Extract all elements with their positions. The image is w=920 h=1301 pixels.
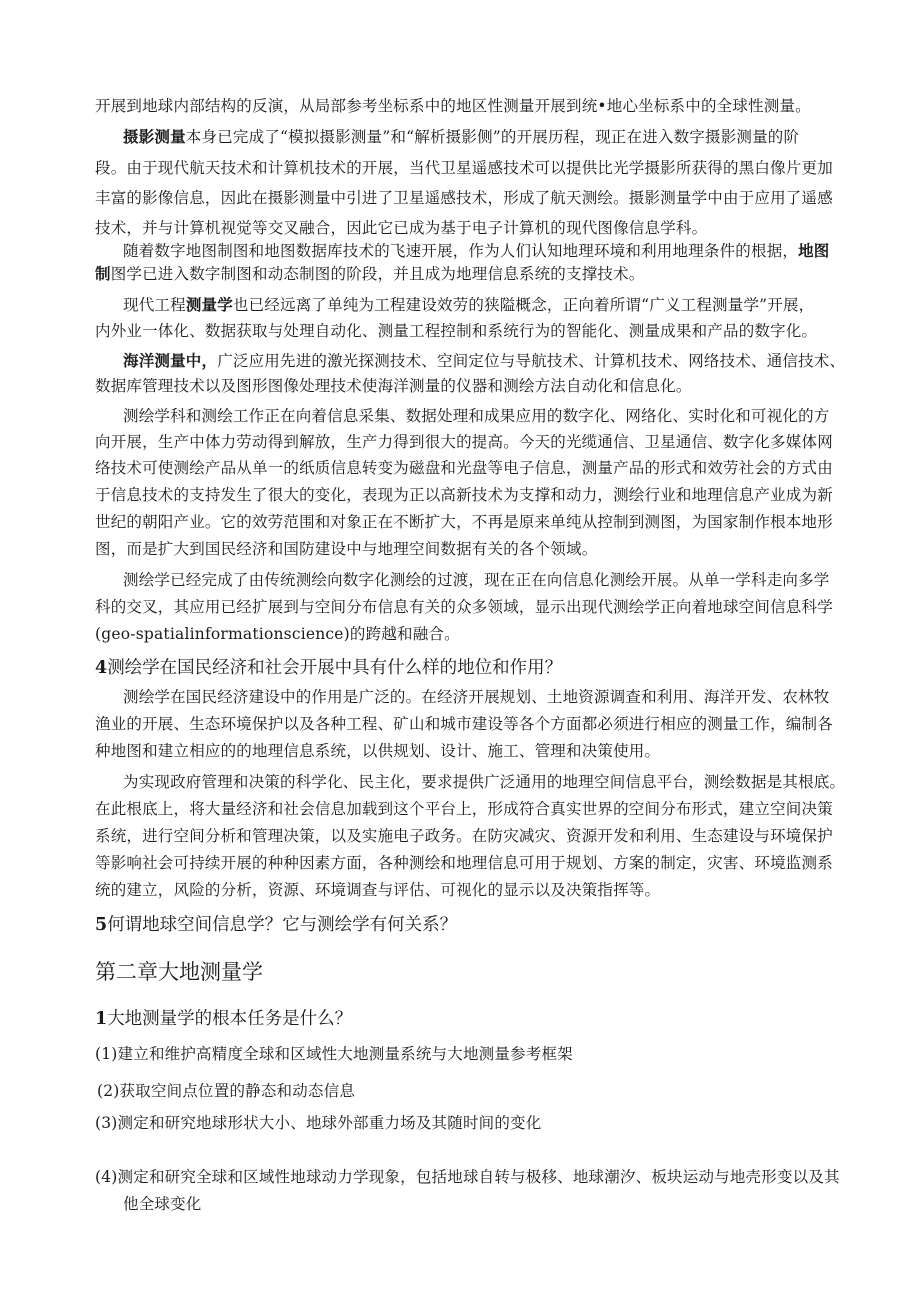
keyword-photogrammetry: 摄影测量 [123,128,186,146]
question-text: 何谓地球空间信息学？它与测绘学有何关系？ [107,915,458,935]
text-run: 现代工程 [123,296,186,314]
paragraph-line: 在此根底上，将大量经济和社会信息加载到这个平台上，形成符合真实世界的空间分布形式，建立空间决策 [95,800,833,818]
paragraph-line: 技术，并与计算机视觉等交叉融合，因此它已成为基于电子计算机的现代图像信息学科。 [95,219,708,237]
paragraph-line: 段。由于现代航天技术和计算机技术的开展，当代卫星遥感技术可以提供比光学摄影所获得的黑白像片更加 [95,159,833,177]
paragraph-line: 络技术可使测绘产品从单一的纸质信息转变为磁盘和光盘等电子信息，测量产品的形式和效劳社会的方式由 [95,459,833,477]
paragraph-line: 渔业的开展、生态环境保护以及各种工程、矿山和城市建设等各个方面都必须进行相应的测量工作，编制各 [95,715,833,733]
photogrammetry-paragraph-line [123,126,799,148]
paragraph-line: 图，而是扩大到国民经济和国防建设中与地理空间数据有关的各个领域。 [95,540,598,558]
paragraph-line: 于信息技术的支持发生了很大的变化，表现为正以高新技术为支撑和动力，测绘行业和地理信息产业成为新 [95,486,833,504]
paragraph-line: 丰富的影像信息，因此在摄影测量中引进了卫星遥感技术，形成了航天测绘。摄影测量学中由于应用了遥感 [95,189,833,207]
keyword-marine-surveying: 海洋测量中， [123,352,218,370]
list-item: (1)建立和维护高精度全球和区域性大地测量系统与大地测量参考框架 [95,1045,573,1063]
question-number: 5 [95,915,108,935]
question-heading-4 [95,656,562,680]
question-text: 大地测量学的根本任务是什么？ [107,1009,353,1029]
question-text: 测绘学在国民经济和社会开展中具有什么样的地位和作用？ [107,658,563,678]
question-heading-5 [95,913,457,937]
paragraph-line: 世纪的朝阳产业。它的效劳范围和对象正在不断扩大，不再是原来单纯从控制到测图，为国家制作根本地形 [95,513,833,531]
paragraph-line: 测绘学在国民经济建设中的作用是广泛的。在经济开展规划、土地资源调查和利用、海洋开发、农林牧 [123,688,830,706]
text-run: 随着数字地图制图和地图数据库技术的飞速开展，作为人们认知地理环境和利用地理条件的根据， [123,242,799,260]
text-run: 本身已完成了“模拟摄影测量”和“解析摄影侧”的开展历程，现正在进入数字摄影测量的阶 [185,128,800,146]
keyword-cartography-b: 制 [95,265,111,283]
paragraph-line: 内外业一体化、数据获取与处理自动化、测量工程控制和系统行为的智能化、测量成果和产品的数字化。 [95,322,818,340]
text-run: 也已经远离了单纯为工程建设效劳的狭隘概念，正向着所谓“广义工程测量学”开展， [232,296,815,314]
paragraph-line: 为实现政府管理和决策的科学化、民主化，要求提供广泛通用的地理空间信息平台，测绘数据是其根底。 [123,773,846,791]
list-item: (3)测定和研究地球形状大小、地球外部重力场及其随时间的变化 [95,1114,542,1132]
list-item-continuation: 他全球变化 [123,1195,202,1213]
paragraph-line: 测绘学已经完成了由传统测绘向数字化测绘的过渡，现在正在向信息化测绘开展。从单一学科走向多学 [123,571,830,589]
list-item: (2)获取空间点位置的静态和动态信息 [97,1082,356,1100]
list-item: (4)测定和研究全球和区域性地球动力学现象，包括地球自转与极移、地球潮汐、板块运动与地壳形变以及其 [95,1168,840,1186]
paragraph-line [95,263,645,285]
marine-paragraph-line [123,350,845,372]
paragraph-line: 向开展，生产中体力劳动得到解放，生产力得到很大的提高。今天的光缆通信、卫星通信、数字化多媒体网 [95,433,833,451]
paragraph-line: 数据库管理技术以及图形图像处理技术使海洋测量的仪器和测绘方法自动化和信息化。 [95,377,692,395]
paragraph-line: 等影响社会可持续开展的种种因素方面，各种测绘和地理信息可用于规划、方案的制定，灾害、环境监测系 [95,854,833,872]
keyword-cartography-a: 地图 [798,242,830,260]
paragraph-line: (geo-spatialinformationscience)的跨越和融合。 [95,625,460,643]
paragraph-line: 测绘学科和测绘工作正在向着信息采集、数据处理和成果应用的数字化、网络化、实时化和可视化的方 [123,407,830,425]
text-run: 广泛应用先进的激光探测技术、空间定位与导航技术、计算机技术、网络技术、通信技术、 [217,352,846,370]
paragraph-line: 科的交叉，其应用已经扩展到与空间分布信息有关的众多领域，显示出现代测绘学正向着地球空间信息科学 [95,598,833,616]
paragraph-line: 系统，进行空间分析和管理决策，以及实施电子政务。在防灾减灾、资源开发和利用、生态建设与环境保护 [95,827,833,845]
paragraph-line: 统的建立，风险的分析，资源、环境调查与评估、可视化的显示以及决策指挥等。 [95,881,661,899]
keyword-engineering-surveying: 测量学 [185,296,233,314]
cartography-paragraph-line [123,240,830,262]
text-run: 图学已进入数字制图和动态制图的阶段，并且成为地理信息系统的支撑技术。 [110,265,645,283]
engineering-paragraph-line [123,294,814,316]
question-number: 4 [95,658,108,678]
question-heading-c2-1 [95,1007,352,1031]
question-number: 1 [95,1009,108,1029]
paragraph-line: 种地图和建立相应的的地理信息系统，以供规划、设计、施工、管理和决策使用。 [95,742,661,760]
paragraph-line: 开展到地球内部结构的反演，从局部参考坐标系中的地区性测量开展到统•地心坐标系中的全球性测量。 [95,97,811,115]
chapter-title: 第二章大地测量学 [95,960,263,984]
